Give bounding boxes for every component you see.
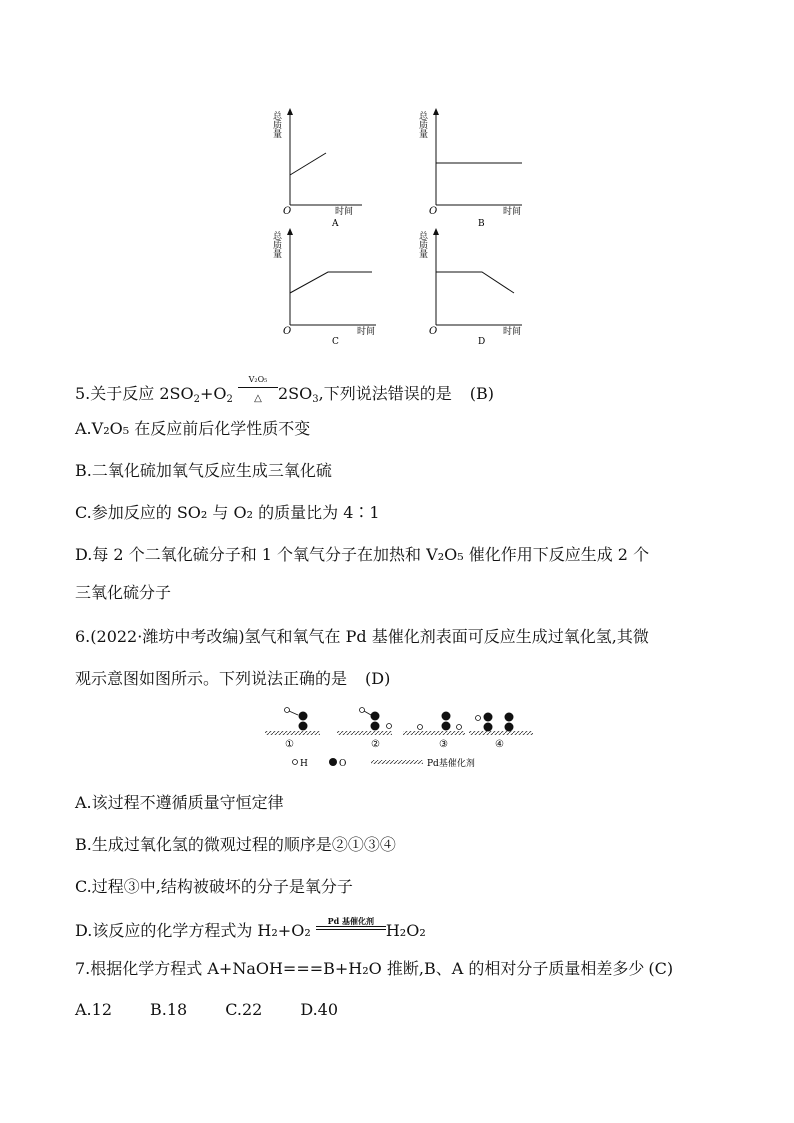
y-axis-arrow — [433, 228, 439, 235]
q6-option-a: A.该过程不遵循质量守恒定律 — [75, 793, 284, 812]
origin-label: O — [283, 206, 292, 217]
graph-c — [270, 225, 380, 354]
y-axis-label: 总质量 — [271, 111, 281, 138]
y-axis-label: 总质量 — [417, 111, 427, 138]
o-atom — [484, 723, 493, 732]
micro-diagram-svg — [265, 705, 535, 770]
q6-answer: (D) — [365, 669, 391, 688]
bond — [364, 711, 371, 715]
catalyst-surface-1 — [265, 731, 320, 735]
step-label-2: ② — [371, 739, 380, 750]
panel-label: A — [332, 219, 339, 229]
step-label-3: ③ — [439, 739, 448, 750]
q7-answer: (C) — [648, 959, 674, 978]
q5-answer: (B) — [469, 384, 494, 403]
q6-stem-text: 观示意图如图所示。下列说法正确的是 — [75, 669, 348, 688]
h-atom — [476, 716, 481, 721]
q6-option-b: B.生成过氧化氢的微观过程的顺序是②①③④ — [75, 835, 396, 854]
panel-label: B — [478, 219, 485, 229]
catalyst-surface-2 — [337, 731, 392, 735]
x-axis-label: 时间 — [503, 327, 522, 337]
q6-option-d — [75, 918, 426, 942]
o-atom — [505, 723, 514, 732]
step-label-4: ④ — [495, 739, 504, 750]
q5-option-c: C.参加反应的 SO₂ 与 O₂ 的质量比为 4∶1 — [75, 503, 380, 522]
q7-stem — [75, 958, 673, 980]
origin-label: O — [429, 326, 438, 337]
graph-b-plot — [416, 105, 526, 230]
legend-h-icon — [293, 760, 298, 765]
graph-b — [416, 105, 526, 234]
q6-stem-line2 — [75, 668, 390, 690]
q7-option-d: D.40 — [300, 1000, 339, 1019]
catalyst-surface-4 — [469, 731, 533, 735]
q5-catalyst: V₂O₅ — [248, 375, 268, 384]
graph-line — [290, 153, 326, 175]
q7-option-c: C.22 — [225, 1000, 263, 1019]
panel-label: D — [478, 337, 486, 347]
legend-o-icon — [329, 758, 337, 766]
o-atom — [299, 712, 308, 721]
legend-catalyst-label: Pd基催化剂 — [427, 759, 475, 769]
q6-option-d-suffix: H₂O₂ — [385, 921, 426, 940]
q6-option-d-catalyst: Pd 基催化剂 — [327, 916, 375, 926]
h-atom — [360, 708, 365, 713]
q5-option-d-line1: D.每 2 个二氧化硫分子和 1 个氧气分子在加热和 V₂O₅ 催化作用下反应生成 2 个 — [75, 545, 650, 564]
q5-reaction-condition — [238, 375, 278, 404]
q5-heat-symbol: △ — [254, 393, 262, 404]
legend-h-label: H — [300, 759, 308, 769]
y-axis-arrow — [433, 108, 439, 115]
bond — [289, 711, 298, 715]
graph-line — [290, 272, 372, 293]
graph-c-plot — [270, 225, 380, 350]
q6-option-d-condition — [316, 918, 386, 938]
graph-a — [270, 105, 370, 234]
x-axis-label: 时间 — [335, 207, 354, 217]
h-atom — [285, 708, 290, 713]
q6-stem-line1: 6.(2022·潍坊中考改编)氢气和氧气在 Pd 基催化剂表面可反应生成过氧化氢,其微 — [75, 627, 649, 646]
graph-a-plot — [270, 105, 370, 230]
catalyst-surface-3 — [403, 731, 465, 735]
q7-option-a: A.12 — [75, 1000, 112, 1019]
h-atom — [418, 725, 423, 730]
legend-catalyst-icon — [371, 760, 423, 764]
origin-label: O — [283, 326, 292, 337]
o-atom — [505, 713, 514, 722]
graph-d-plot — [416, 225, 526, 350]
y-axis-arrow — [287, 108, 293, 115]
graph-d — [416, 225, 526, 354]
panel-label: C — [332, 337, 339, 347]
q5-option-a: A.V₂O₅ 在反应前后化学性质不变 — [75, 419, 311, 438]
y-axis-label: 总质量 — [417, 231, 427, 258]
step-label-1: ① — [285, 739, 294, 750]
q5-question: ,下列说法错误的是 — [318, 384, 452, 403]
q7-options — [75, 999, 376, 1021]
q6-option-d-prefix: D.该反应的化学方程式为 H₂+O₂ — [75, 921, 311, 940]
q7-stem-text: 7.根据化学方程式 A+NaOH===B+H₂O 推断,B、A 的相对分子质量相差多少 — [75, 959, 645, 978]
legend-o-label: O — [339, 759, 347, 769]
origin-label: O — [429, 206, 438, 217]
q5-option-b: B.二氧化硫加氧气反应生成三氧化硫 — [75, 461, 332, 480]
o-atom — [299, 722, 308, 731]
q6-micro-diagram — [265, 705, 535, 774]
x-axis-label: 时间 — [503, 207, 522, 217]
o-atom — [442, 722, 451, 731]
h-atom — [457, 725, 462, 730]
q5-option-d-line2: 三氧化硫分子 — [75, 583, 172, 602]
q6-option-d-equals — [316, 926, 386, 930]
o-atom — [484, 713, 493, 722]
o-atom — [371, 722, 380, 731]
x-axis-label: 时间 — [357, 327, 376, 337]
y-axis-arrow — [287, 228, 293, 235]
o-atom — [442, 712, 451, 721]
q5-prefix: 5.关于反应 2SO — [75, 384, 194, 403]
q7-option-b: B.18 — [150, 1000, 188, 1019]
graph-line — [436, 272, 514, 293]
o-atom — [371, 712, 380, 721]
y-axis-label: 总质量 — [271, 231, 281, 258]
h-atom — [387, 724, 392, 729]
q5-stem: 5.关于反应 $2SO_2+O_2$ V₂O₅ △ $2SO_3$,下列说法错误的是 (B) — [75, 381, 494, 405]
q6-option-c: C.过程③中,结构被破坏的分子是氧分子 — [75, 877, 353, 896]
